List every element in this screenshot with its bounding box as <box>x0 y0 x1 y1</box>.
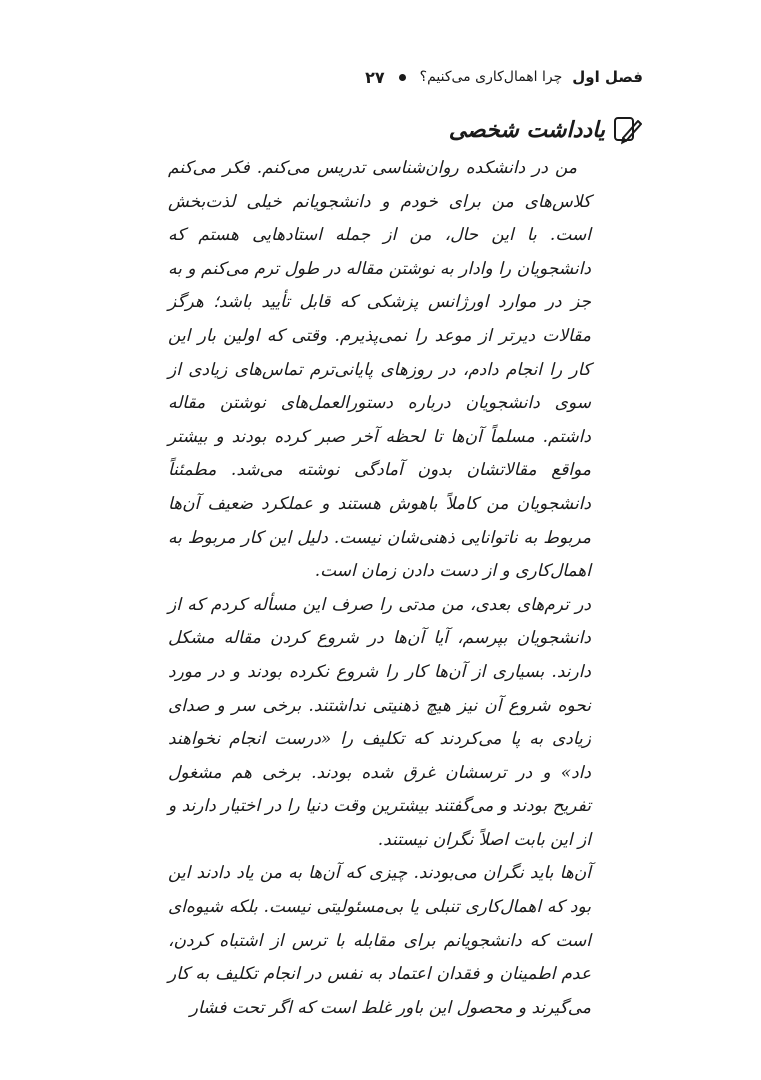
chapter-label: فصل اول <box>572 68 643 86</box>
paragraph: در ترم‌های بعدی، من مدتی را صرف این مسأله کردم که از دانشجویان بپرسم، آیا آن‌ها در شروع کردن مقاله مشکل دارند. بسیاری از آن‌ها کار را شروع نکرده بودند و در مورد نحوه شروع آن نیز هیچ ذهنیتی نداشتند. برخی سر و صدای زیادی به پا می‌کردند که تکلیف را «درست انجام نخواهند داد» و در ترسشان غرق شده بودند. برخی هم مشغول تفریح بودند و می‌گفتند بیشترین وقت دنیا را در اختیار دارند و از این بابت اصلاً نگران نیستند. <box>168 594 591 850</box>
bullet-icon <box>399 74 406 81</box>
paragraph: آن‌ها باید نگران می‌بودند. چیزی که آن‌ها به من یاد دادند این بود که اهمال‌کاری تنبلی یا بی‌مسئولیتی نیست. بلکه شیوه‌ای است که دانشجویانم برای مقابله با ترس از اشتباه کردن، عدم اطمینان و فقدان اعتماد به نفس در انجام تکلیف به کار می‌گیرند و محصول این باور غلط است که اگر تحت فشار <box>168 863 591 1018</box>
section-title: یادداشت شخصی <box>448 117 605 143</box>
chapter-title: چرا اهمال‌کاری می‌کنیم؟ <box>419 69 563 85</box>
section-heading <box>449 110 643 150</box>
page-number: ۲۷ <box>365 67 385 87</box>
paragraph: من در دانشکده روان‌شناسی تدریس می‌کنم. فکر می‌کنم کلاس‌های من برای خودم و دانشجویانم خیلی لذت‌بخش است. با این حال، من از جمله استادهایی هستم که دانشجویان را وادار به نوشتن مقاله در طول ترم می‌کنم و به جز در موارد اورژانس پزشکی که قابل تأیید باشد؛ هرگز مقالات دیرتر از موعد را نمی‌پذیرم. وقتی که اولین بار این کار را انجام دادم، در روزهای پایانی‌ترم تماس‌های زیادی از سوی دانشجویان درباره دستورالعمل‌های نوشتن مقاله داشتم. مسلماً آن‌ها تا لحظه آخر صبر کرده بودند و بیشتر مواقع مقالاتشان بدون آمادگی نوشته می‌شد. مطمئناً دانشجویان من کاملاً باهوش هستند و عملکرد ضعیف آن‌ها مربوط به ناتوانایی ذهنی‌شان نیست. دلیل این کار مربوط به اهمال‌کاری و از دست دادن زمان است. <box>168 158 591 582</box>
running-header <box>172 62 643 92</box>
pen-icon <box>613 115 643 145</box>
body-text <box>168 152 591 1025</box>
